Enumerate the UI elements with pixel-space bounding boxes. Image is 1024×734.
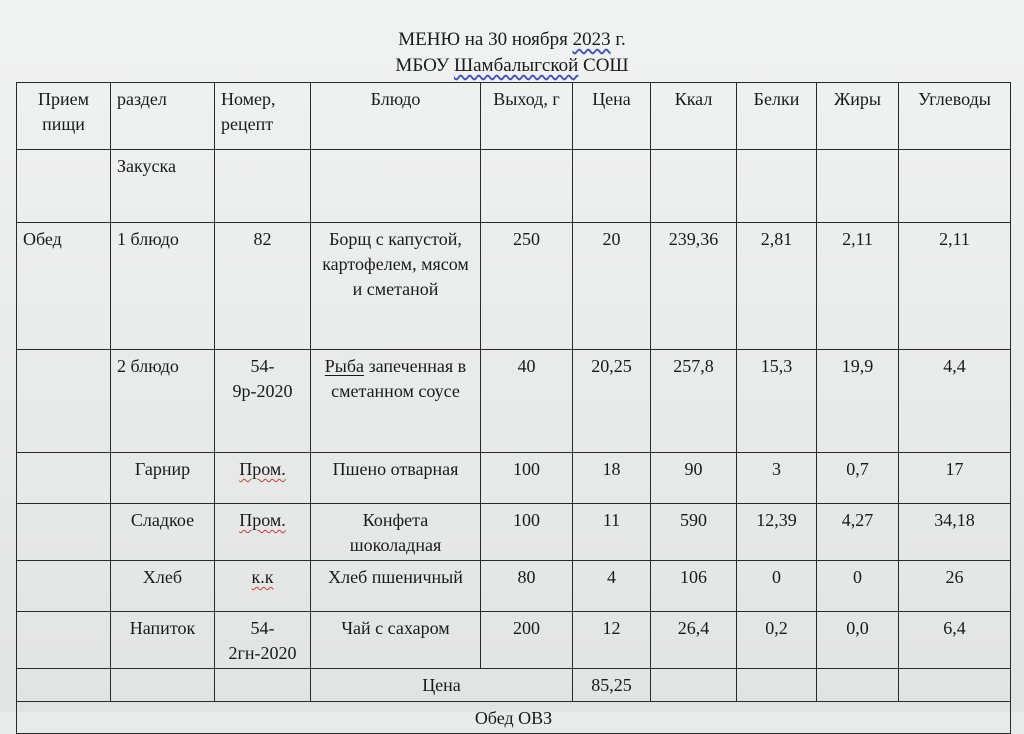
cell-section: Сладкое [111, 504, 215, 561]
cell-carbs: 4,4 [899, 350, 1011, 453]
cell-fat: 4,27 [817, 504, 899, 561]
total-value: 85,25 [573, 669, 651, 702]
dish-first-word: Рыба [324, 356, 365, 376]
header-output: Выход, г [481, 83, 573, 150]
header-dish: Блюдо [311, 83, 481, 150]
recipe-text: Пром. [239, 510, 286, 530]
table-row [17, 561, 1011, 612]
cell-empty [651, 669, 737, 702]
cell-meal [17, 561, 111, 612]
cell-protein: 3 [737, 453, 817, 504]
cell-protein: 0 [737, 561, 817, 612]
cell-fat: 2,11 [817, 223, 899, 350]
table-row [17, 504, 1011, 561]
cell-output: 80 [481, 561, 573, 612]
cell-carbs [899, 150, 1011, 223]
cell-dish: Чай с сахаром [311, 612, 481, 669]
cell-fat: 0,7 [817, 453, 899, 504]
cell-section: Хлеб [111, 561, 215, 612]
cell-output: 100 [481, 504, 573, 561]
cell-empty [737, 669, 817, 702]
cell-recipe [215, 504, 311, 561]
cell-output: 250 [481, 223, 573, 350]
header-section: раздел [111, 83, 215, 150]
cell-empty [817, 669, 899, 702]
cell-empty [215, 669, 311, 702]
recipe-text: к.к [251, 567, 274, 587]
cell-price: 20 [573, 223, 651, 350]
header-carbs: Углеводы [899, 83, 1011, 150]
cell-dish: Хлеб пшеничный [311, 561, 481, 612]
table-header-row [17, 83, 1011, 150]
header-protein: Белки [737, 83, 817, 150]
total-row [17, 669, 1011, 702]
cell-kcal: 590 [651, 504, 737, 561]
header-kcal: Ккал [651, 83, 737, 150]
cell-empty [17, 669, 111, 702]
cell-dish: Конфета шоколадная [311, 504, 481, 561]
cell-price: 11 [573, 504, 651, 561]
cell-kcal: 106 [651, 561, 737, 612]
cell-carbs: 26 [899, 561, 1011, 612]
cell-price: 18 [573, 453, 651, 504]
cell-protein: 15,3 [737, 350, 817, 453]
cell-price: 12 [573, 612, 651, 669]
school-title [0, 54, 1024, 78]
cell-price [573, 150, 651, 223]
header-meal: Прием пищи [17, 83, 111, 150]
dish-rest: запеченная в сметанном соусе [331, 356, 467, 401]
table-row [17, 350, 1011, 453]
cell-recipe: 82 [215, 223, 311, 350]
cell-section: 2 блюдо [111, 350, 215, 453]
recipe-text: Пром. [239, 459, 286, 479]
cell-dish: Пшено отварная [311, 453, 481, 504]
cell-output: 40 [481, 350, 573, 453]
cell-dish [311, 150, 481, 223]
cell-carbs: 17 [899, 453, 1011, 504]
cell-protein [737, 150, 817, 223]
cell-kcal: 257,8 [651, 350, 737, 453]
cell-meal [17, 150, 111, 223]
cell-protein: 0,2 [737, 612, 817, 669]
school-prefix: МБОУ [395, 55, 454, 76]
cell-kcal [651, 150, 737, 223]
cell-empty [899, 669, 1011, 702]
header-price: Цена [573, 83, 651, 150]
cell-section: Закуска [111, 150, 215, 223]
table-row [17, 150, 1011, 223]
cell-meal [17, 504, 111, 561]
header-fat: Жиры [817, 83, 899, 150]
cell-fat [817, 150, 899, 223]
cell-carbs: 6,4 [899, 612, 1011, 669]
menu-title [0, 28, 1024, 52]
cell-recipe [215, 453, 311, 504]
table-row [17, 223, 1011, 350]
cell-section: 1 блюдо [111, 223, 215, 350]
cell-meal [17, 612, 111, 669]
cell-fat: 0 [817, 561, 899, 612]
cell-protein: 2,81 [737, 223, 817, 350]
table-row [17, 453, 1011, 504]
school-name: Шамбалыгской [453, 55, 579, 76]
cell-meal [17, 453, 111, 504]
cell-kcal: 239,36 [651, 223, 737, 350]
cell-empty [111, 669, 215, 702]
title-year: 2023 [572, 29, 611, 50]
title-suffix: г. [610, 29, 626, 50]
cell-kcal: 90 [651, 453, 737, 504]
cell-output: 100 [481, 453, 573, 504]
school-suffix: СОШ [578, 55, 629, 76]
cell-price: 20,25 [573, 350, 651, 453]
cell-recipe: 54-2гн-2020 [215, 612, 311, 669]
header-recipe: Номер, рецепт [215, 83, 311, 150]
cell-meal [17, 350, 111, 453]
cell-fat: 19,9 [817, 350, 899, 453]
cell-section: Гарнир [111, 453, 215, 504]
cell-section: Напиток [111, 612, 215, 669]
footer-row [17, 702, 1011, 734]
menu-table [16, 82, 1011, 734]
cell-output [481, 150, 573, 223]
title-prefix: МЕНЮ на 30 ноября [398, 29, 573, 50]
cell-kcal: 26,4 [651, 612, 737, 669]
cell-recipe [215, 150, 311, 223]
cell-protein: 12,39 [737, 504, 817, 561]
footer-section-title: Обед ОВЗ [17, 702, 1011, 734]
total-label: Цена [311, 669, 573, 702]
table-row [17, 612, 1011, 669]
cell-recipe [215, 561, 311, 612]
cell-dish [311, 350, 481, 453]
cell-output: 200 [481, 612, 573, 669]
cell-dish: Борщ с капустой, картофелем, мясом и сметаной [311, 223, 481, 350]
cell-price: 4 [573, 561, 651, 612]
cell-carbs: 34,18 [899, 504, 1011, 561]
cell-carbs: 2,11 [899, 223, 1011, 350]
cell-fat: 0,0 [817, 612, 899, 669]
cell-recipe: 54-9р-2020 [215, 350, 311, 453]
cell-meal: Обед [17, 223, 111, 350]
